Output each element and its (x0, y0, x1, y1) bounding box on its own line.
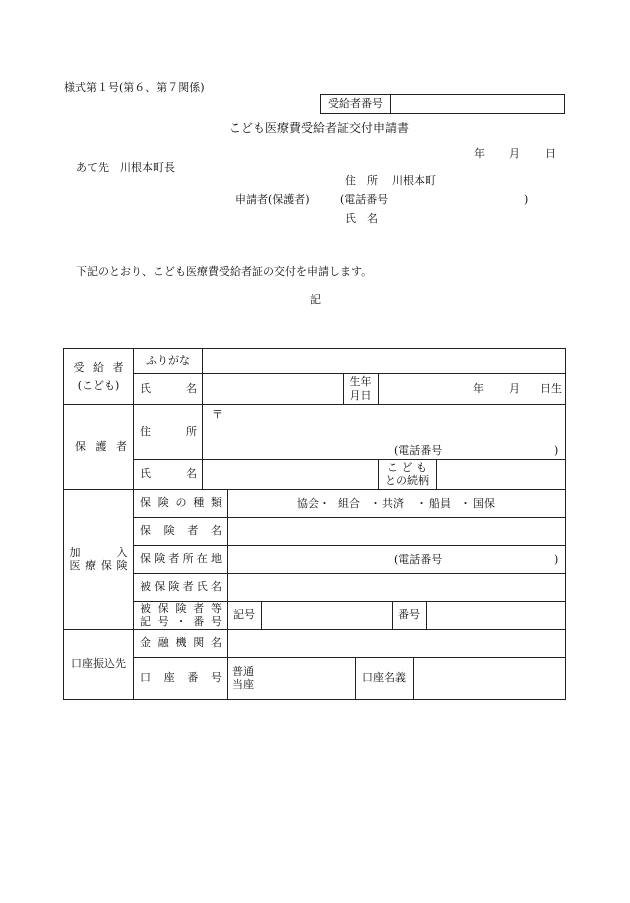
insurance-type-senin[interactable]: 船員 (429, 497, 451, 510)
ki-mark: 記 (310, 293, 321, 306)
addressee: あて先 川根本町長 (76, 161, 175, 174)
applicant-name-label: 氏 名 (345, 212, 378, 225)
application-table (63, 348, 566, 700)
guardian-phone-close: ) (554, 444, 559, 457)
child-name-input[interactable] (204, 374, 340, 403)
insurance-type-kokuho[interactable]: 国保 (473, 497, 495, 510)
guardian-address-label: 住 所 (140, 424, 197, 438)
date-year: 年 (474, 147, 485, 160)
guardian-address-input[interactable] (224, 407, 554, 439)
insurance-type-kyosai[interactable]: 共済 (382, 497, 404, 510)
form-number: 様式第１号(第６、第７関係) (64, 81, 205, 94)
page-title: こども医療費受給者証交付申請書 (229, 121, 410, 135)
insurance-section-label: 加 入 医 療 保 険 (69, 545, 128, 572)
furigana-input[interactable] (209, 349, 559, 373)
number-input[interactable] (428, 602, 562, 628)
guardian-section-label: 保 護 者 (75, 439, 127, 453)
insurance-type-sep: ・ (370, 497, 381, 510)
postal-mark: 〒 (212, 408, 223, 421)
birth-year: 年 (473, 381, 484, 395)
symbol-input[interactable] (263, 602, 390, 628)
birthdate-label: 生年 月日 (349, 375, 372, 402)
insurer-address-input[interactable] (230, 546, 390, 572)
guardian-phone-open: (電話番号 (394, 444, 443, 457)
account-holder-input[interactable] (415, 658, 562, 698)
insurance-type-sep: ・ (416, 497, 427, 510)
recipient-number-box (320, 94, 565, 114)
insurer-name-label: 保 険 者 名 (140, 524, 222, 538)
symbol-label: 記号 (233, 608, 255, 622)
date-month: 月 (509, 147, 520, 160)
bank-name-label: 金 融 機 関 名 (140, 636, 222, 650)
child-name-label: 氏 名 (140, 381, 197, 395)
applicant-phone-close: ) (524, 193, 529, 206)
insured-symbol-label: 被 保 険 者 等 記 号 ・ 番 号 (140, 601, 222, 628)
relation-input[interactable] (438, 460, 562, 488)
applicant-address-label: 住 所 (345, 174, 378, 187)
date-day: 日 (545, 147, 556, 160)
bank-section-label: 口座振込先 (71, 657, 126, 671)
account-number-label: 口 座 番 号 (140, 671, 222, 685)
insurance-type-sep: ・ (460, 497, 471, 510)
relation-label: こ ど も との続柄 (385, 460, 429, 487)
number-label: 番号 (398, 608, 420, 622)
birth-day: 日生 (540, 381, 562, 395)
bank-name-input[interactable] (230, 630, 562, 656)
furigana-label: ふりがな (146, 354, 190, 368)
account-holder-label: 口座名義 (362, 671, 406, 685)
applicant-address-value[interactable]: 川根本町 (392, 174, 436, 187)
insured-name-input[interactable] (230, 574, 562, 600)
birth-month: 月 (509, 381, 520, 395)
statement: 下記のとおり、こども医療費受給者証の交付を申請します。 (76, 265, 373, 278)
insurance-type-kumiai[interactable]: 組合 (338, 497, 360, 510)
recipient-number-label: 受給者番号 (328, 97, 383, 111)
insurer-address-label: 保 険 者 所 在 地 (140, 552, 222, 566)
child-section-label: 受 給 者 (こども) (73, 361, 124, 392)
insurer-phone-close: ) (554, 553, 559, 566)
insurer-name-input[interactable] (230, 518, 562, 544)
insured-name-label: 被 保 険 者 氏 名 (140, 580, 222, 594)
guardian-name-label: 氏 名 (140, 467, 197, 481)
recipient-number-input[interactable] (395, 95, 560, 113)
applicant-phone-open: (電話番号 (340, 193, 389, 206)
insurer-phone-open: (電話番号 (394, 553, 443, 566)
guardian-name-input[interactable] (204, 460, 374, 488)
insurance-type-label: 保 険 の 種 類 (140, 496, 222, 510)
account-type[interactable]: 普通 当座 (232, 664, 254, 691)
insurance-type-kyokai[interactable]: 協会・ (297, 497, 330, 510)
applicant-heading: 申請者(保護者) (235, 193, 310, 206)
